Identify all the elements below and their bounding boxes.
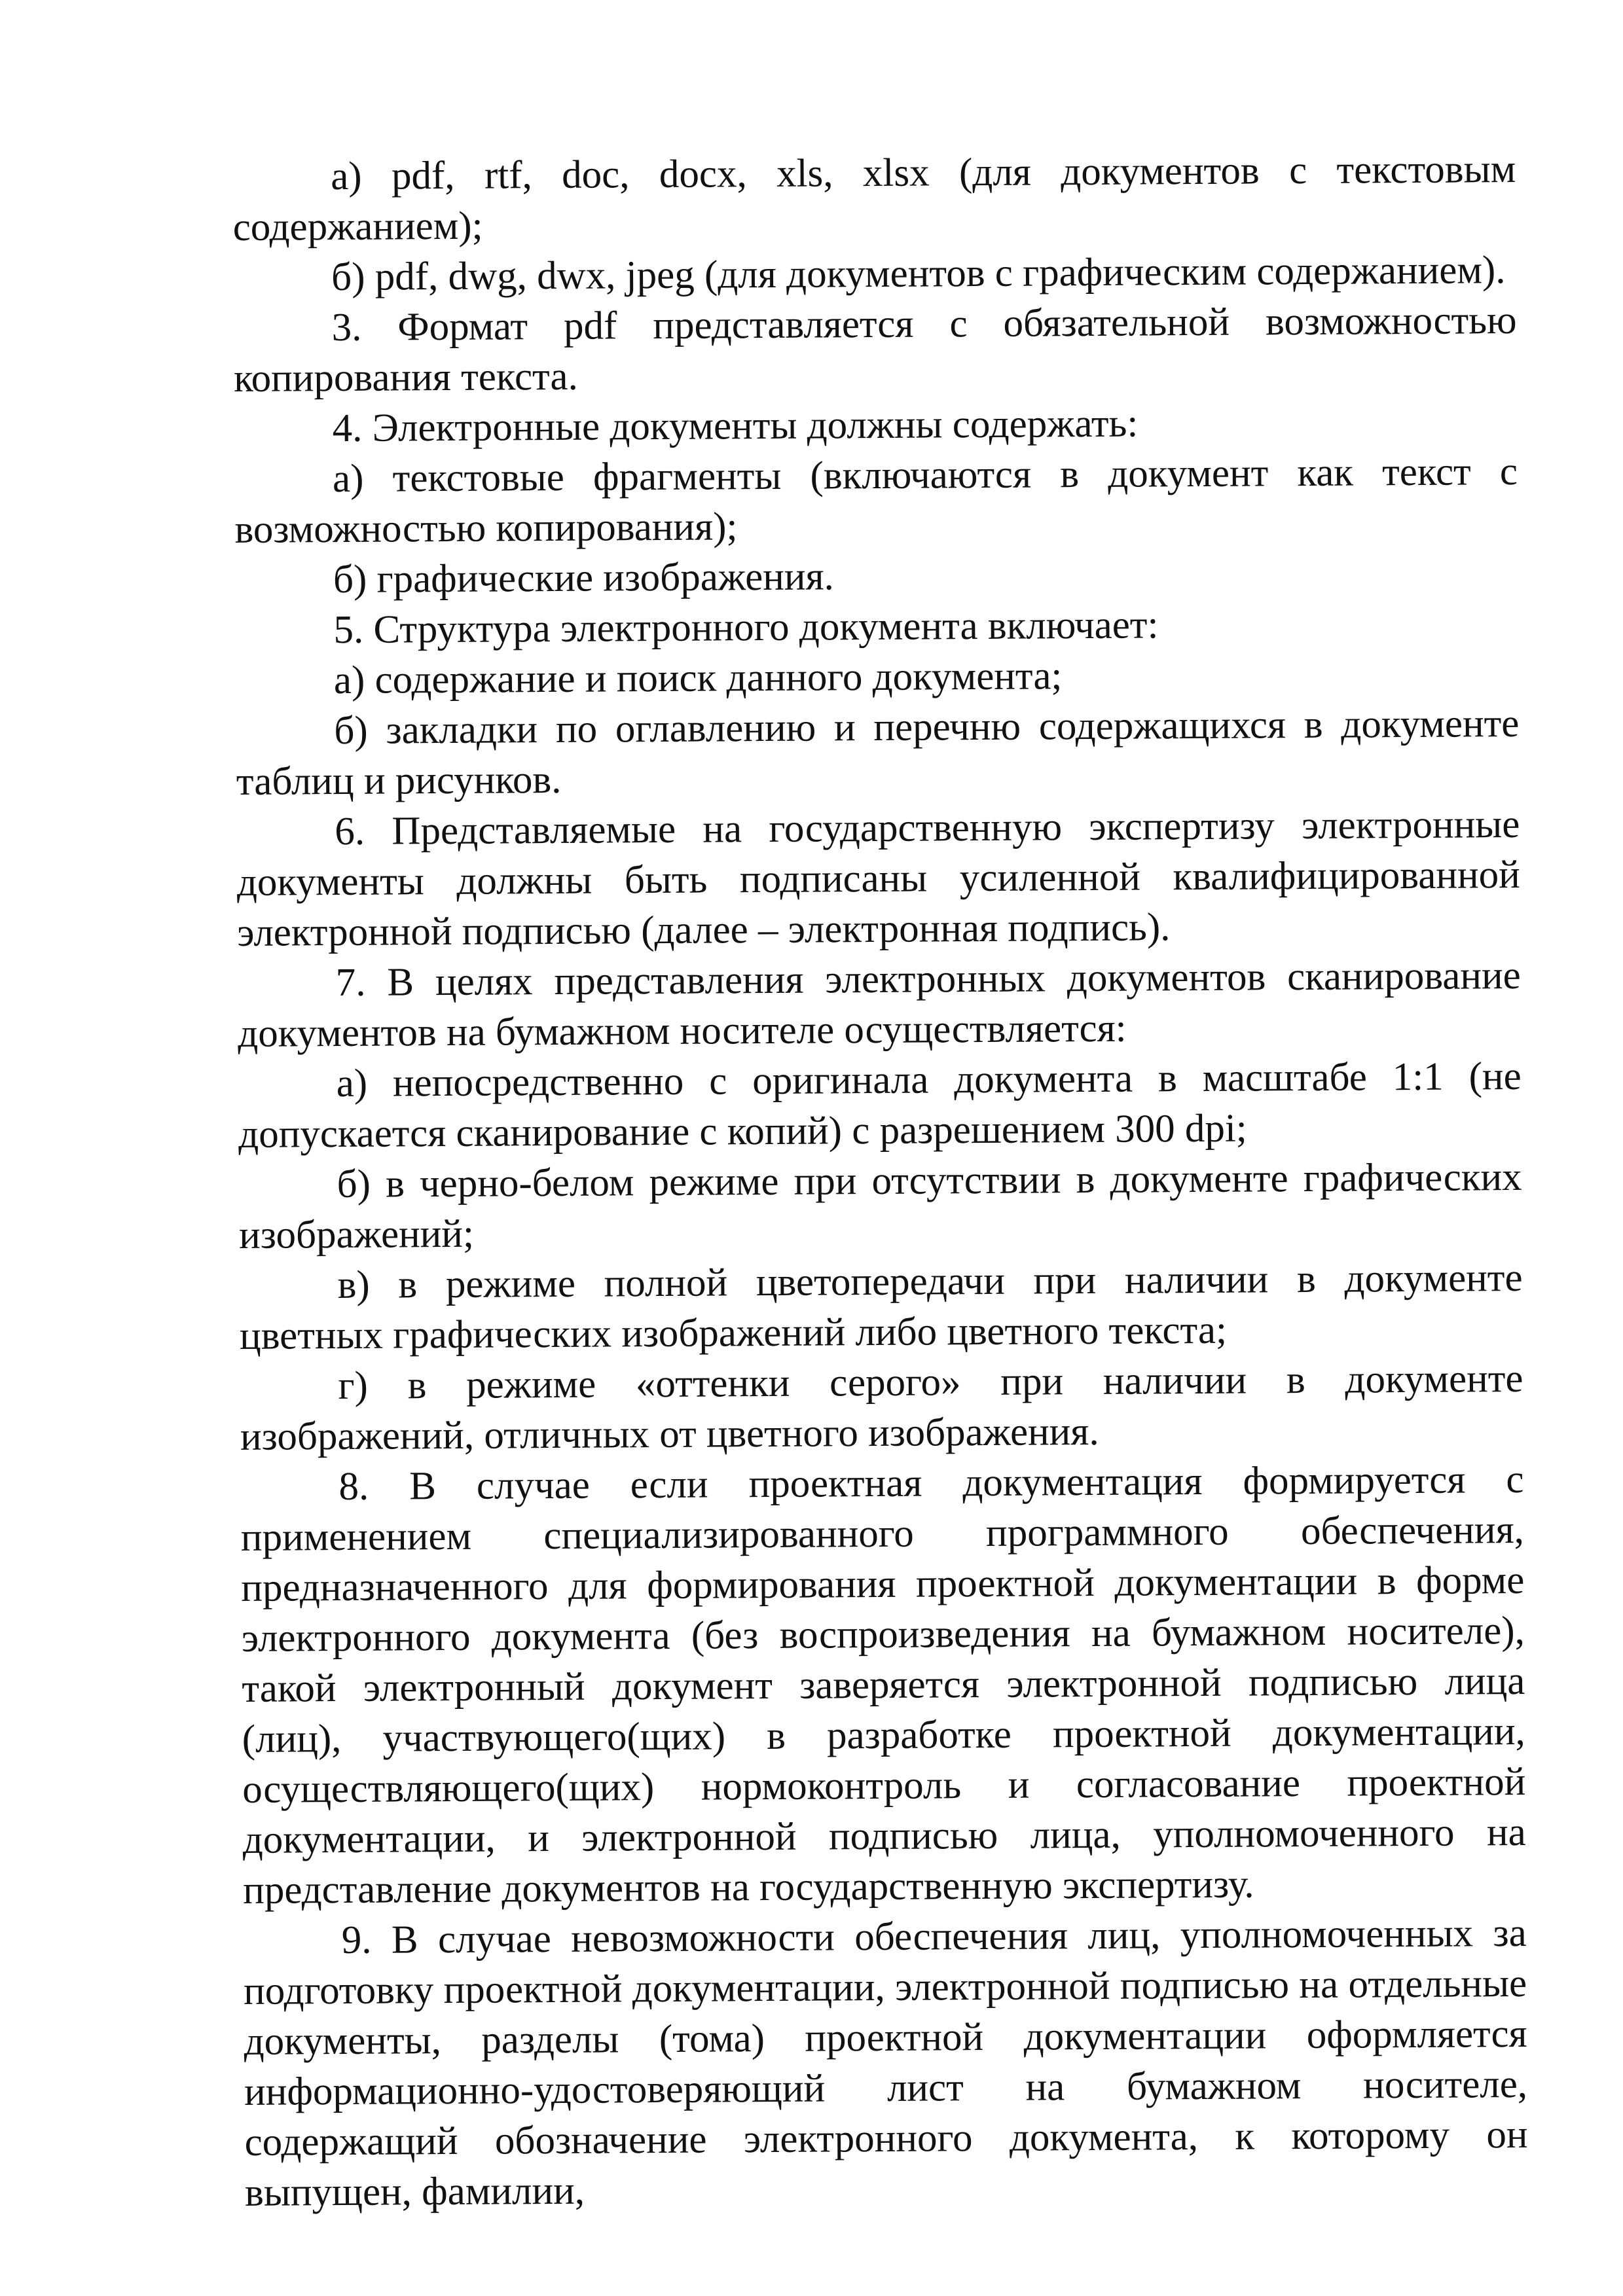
paragraph-9: 9. В случае невозможности обеспечения лиц, уполномоченных за подготовку проектной документации, электронной подписью на отдельные документы, разделы (тома) проектной документации оформляется информационно-удостоверяющий лист на бумажном носителе, содержащий обозначение электронного документа, к которому он выпущен, фамилии, (243, 1910, 1528, 2215)
paragraph-8: 8. В случае если проектная документация формируется с применением специализированного программного обеспечения, предназначенного для формирования проектной документации в форме электронного документа (без воспроизведения на бумажном носителе), такой электронный документ заверяется электронной подписью лица (лиц), участвующего(щих) в разработке проектной документации, осуществляющего(щих) нормоконтроль и согласование проектной документации, и электронной подписью лица, уполномоченного на представление документов на государственную экспертизу. (240, 1457, 1526, 1912)
paragraph-7d: г) в режиме «оттенки серого» при наличии в документе изображений, отличных от цветного изображения. (240, 1356, 1523, 1459)
paragraph-7c: в) в режиме полной цветопередачи при наличии в документе цветных графических изображений либо цветного текста; (239, 1255, 1523, 1358)
paragraph-7b: б) в черно-белом режиме при отсутствии в документе графических изображений; (238, 1155, 1522, 1257)
paragraph-6: 6. Представляемые на государственную экспертизу электронные документы должны быть подписаны усиленной квалифицированной электронной подписью (далее – электронная подпись). (236, 802, 1520, 955)
paragraph-format-graphic: б) pdf, dwg, dwx, jpeg (для документов с графическим содержанием). (331, 248, 1506, 300)
paragraph-5a: а) содержание и поиск данного документа; (333, 654, 1063, 703)
paragraph-7a: а) непосредственно с оригинала документа в масштабе 1:1 (не допускается сканирование с копий) с разрешением 300 dpi; (238, 1054, 1522, 1157)
paragraph-4b: б) графические изображения. (333, 554, 835, 602)
paragraph-4: 4. Электронные документы должны содержать: (332, 401, 1139, 451)
paragraph-5: 5. Структура электронного документа включает: (333, 603, 1159, 653)
paragraph-format-text: а) pdf, rtf, doc, docx, xls, xlsx (для документов с текстовым содержанием); (232, 147, 1516, 249)
paragraph-3: 3. Формат pdf представляется с обязательной возможностью копирования текста. (233, 298, 1517, 401)
paragraph-5b: б) закладки по оглавлению и перечню содержащихся в документе таблиц и рисунков. (236, 702, 1520, 804)
paragraph-7: 7. В целях представления электронных документов сканирование документов на бумажном носителе осуществляется: (238, 954, 1521, 1056)
paragraph-4a: а) текстовые фрагменты (включаются в документ как текст с возможностью копирования); (234, 450, 1518, 552)
document-page (232, 144, 1528, 2218)
